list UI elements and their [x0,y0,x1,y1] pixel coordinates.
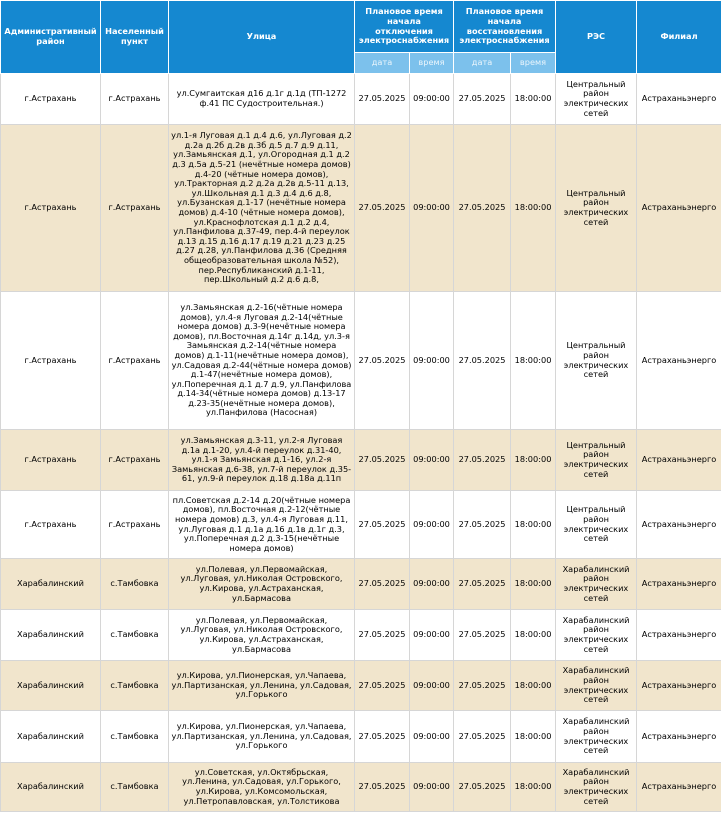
cell-street: ул.Сумгаитская д16 д.1г д.1д (ТП-1272 ф.41 ПС Судостроительная.) [169,74,355,125]
cell-res: Харабалинский район электрических сетей [556,763,637,812]
table-row [1,491,721,559]
cell-on-time: 18:00:00 [511,763,556,812]
cell-res: Харабалинский район электрических сетей [556,610,637,661]
header-branch: Филиал [637,1,721,74]
cell-branch: Астраханьэнерго [637,711,721,763]
cell-off-time: 09:00:00 [410,292,454,430]
header-district: Административный район [1,1,101,74]
table-row [1,610,721,661]
cell-on-date: 27.05.2025 [454,74,511,125]
cell-branch: Астраханьэнерго [637,661,721,711]
cell-off-date: 27.05.2025 [355,292,410,430]
cell-off-date: 27.05.2025 [355,430,410,491]
cell-off-date: 27.05.2025 [355,491,410,559]
cell-on-time: 18:00:00 [511,430,556,491]
cell-on-date: 27.05.2025 [454,763,511,812]
cell-branch: Астраханьэнерго [637,559,721,610]
cell-off-date: 27.05.2025 [355,559,410,610]
cell-district: г.Астрахань [1,125,101,292]
cell-on-time: 18:00:00 [511,74,556,125]
table-header [1,1,721,74]
cell-locality: г.Астрахань [101,292,169,430]
cell-locality: с.Тамбовка [101,610,169,661]
cell-off-date: 27.05.2025 [355,711,410,763]
cell-off-date: 27.05.2025 [355,125,410,292]
cell-on-date: 27.05.2025 [454,661,511,711]
cell-on-date: 27.05.2025 [454,292,511,430]
cell-district: Харабалинский [1,559,101,610]
cell-res: Харабалинский район электрических сетей [556,661,637,711]
cell-on-time: 18:00:00 [511,661,556,711]
table-row [1,711,721,763]
cell-district: Харабалинский [1,610,101,661]
table-row [1,292,721,430]
cell-street: ул.Советская, ул.Октябрьская, ул.Ленина, ул.Садовая, ул.Горького, ул.Кирова, ул.Комсомольская, ул.Петропавловская, ул.Толстикова [169,763,355,812]
header-res: РЭС [556,1,637,74]
cell-off-time: 09:00:00 [410,491,454,559]
header-locality: Населенный пункт [101,1,169,74]
cell-res: Харабалинский район электрических сетей [556,559,637,610]
header-off-clock: время [410,53,454,74]
cell-district: Харабалинский [1,711,101,763]
cell-off-time: 09:00:00 [410,559,454,610]
cell-res: Центральный район электрических сетей [556,125,637,292]
header-on-clock: время [511,53,556,74]
header-off-time: Плановое время начала отключения электроснабжения [355,1,454,53]
cell-locality: г.Астрахань [101,430,169,491]
table-row [1,559,721,610]
cell-branch: Астраханьэнерго [637,74,721,125]
table-row [1,74,721,125]
cell-street: пл.Советская д.2-14 д.20(чётные номера домов), пл.Восточная д.2-12(чётные номера домов) д.3, ул.4-я Луговая д.11, ул.Луговая д.1 д.1а д.16 д.1в д.1г д.3, ул.Поперечная д.2 д.3-15(нечётные номера домов) [169,491,355,559]
cell-street: ул.Полевая, ул.Первомайская, ул.Луговая, ул.Николая Островского, ул.Кирова, ул.Астраханская, ул.Бармасова [169,610,355,661]
cell-street: ул.Кирова, ул.Пионерская, ул.Чапаева, ул.Партизанская, ул.Ленина, ул.Садовая, ул.Горького [169,711,355,763]
cell-district: Харабалинский [1,661,101,711]
cell-branch: Астраханьэнерго [637,292,721,430]
cell-off-time: 09:00:00 [410,661,454,711]
table-row [1,763,721,812]
cell-on-date: 27.05.2025 [454,610,511,661]
cell-off-date: 27.05.2025 [355,763,410,812]
cell-locality: с.Тамбовка [101,559,169,610]
table-row [1,661,721,711]
cell-off-date: 27.05.2025 [355,661,410,711]
cell-res: Харабалинский район электрических сетей [556,711,637,763]
header-row [1,1,721,53]
cell-street: ул.Полевая, ул.Первомайская, ул.Луговая, ул.Николая Островского, ул.Кирова, ул.Астраханская, ул.Бармасова [169,559,355,610]
cell-locality: г.Астрахань [101,74,169,125]
cell-off-time: 09:00:00 [410,125,454,292]
cell-off-date: 27.05.2025 [355,74,410,125]
cell-street: ул.Замьянская д.2-16(чётные номера домов), ул.4-я Луговая д.2-14(чётные номера домов) д.3-9(нечётные номера домов), пл.Восточная д.14г д.14д, ул.3-я Замьянская д.2-14(чётные номера домов) д.1-11(нечётные номера домов), ул.Садовая д.2-44(чётные номера домов) д.1-47(нечётные номера домов), ул.Поперечная д.1 д.7 д.9, ул.Панфилова д.14-34(чётные номера домов) д.13-17 д.23-35(нечётные номера домов), ул.Панфилова (Насосная) [169,292,355,430]
cell-on-date: 27.05.2025 [454,711,511,763]
cell-branch: Астраханьэнерго [637,125,721,292]
cell-res: Центральный район электрических сетей [556,430,637,491]
cell-on-date: 27.05.2025 [454,125,511,292]
cell-on-time: 18:00:00 [511,559,556,610]
cell-res: Центральный район электрических сетей [556,491,637,559]
cell-on-date: 27.05.2025 [454,430,511,491]
header-on-time: Плановое время начала восстановления электроснабжения [454,1,556,53]
cell-on-time: 18:00:00 [511,711,556,763]
cell-street: ул.1-я Луговая д.1 д.4 д.6, ул.Луговая д.2 д.2а д.2б д.2в д.3б д.5 д.7 д.9 д.11, ул.Замьянская д.1, ул.Огородная д.1 д.2 д.3 д.5а д.5-21 (нечётные номера домов) д.4-20 (чётные номера домов), ул.Тракторная д.2 д.2а д.2в д.5-11 д.13, ул.Школьная д.1 д.3 д.4 д.6 д.8, ул.Бузанская д.1-17 (нечётные номера домов) д.4-10 (чётные номера домов), ул.Краснофлотская д.1 д.2 д.4, ул.Панфилова д.37-49, пер.4-й переулок д.13 д.15 д.16 д.17 д.19 д.21 д.23 д.25 д.27 д.28, ул.Панфилова д.36 (Средняя общеобразовательная школа №52), пер.Республиканский д.1-11, пер.Школьный д.2 д.6 д.8, [169,125,355,292]
cell-off-time: 09:00:00 [410,711,454,763]
cell-on-time: 18:00:00 [511,610,556,661]
cell-off-date: 27.05.2025 [355,610,410,661]
cell-off-time: 09:00:00 [410,610,454,661]
cell-branch: Астраханьэнерго [637,430,721,491]
cell-district: г.Астрахань [1,292,101,430]
cell-locality: г.Астрахань [101,491,169,559]
cell-res: Центральный район электрических сетей [556,292,637,430]
cell-locality: с.Тамбовка [101,661,169,711]
cell-res: Центральный район электрических сетей [556,74,637,125]
header-street: Улица [169,1,355,74]
cell-locality: с.Тамбовка [101,763,169,812]
cell-on-time: 18:00:00 [511,491,556,559]
cell-branch: Астраханьэнерго [637,610,721,661]
cell-on-date: 27.05.2025 [454,559,511,610]
header-on-date: дата [454,53,511,74]
cell-off-time: 09:00:00 [410,74,454,125]
table-row [1,430,721,491]
header-off-date: дата [355,53,410,74]
cell-street: ул.Замьянская д.3-11, ул.2-я Луговая д.1а д.1-20, ул.4-й переулок д.31-40, ул.1-я Замьянская д.1-16, ул.2-я Замьянская д.6-38, ул.7-й переулок д.35-61, ул.9-й переулок д.18 д.18а д.11п [169,430,355,491]
cell-on-time: 18:00:00 [511,125,556,292]
cell-district: Харабалинский [1,763,101,812]
table-row [1,125,721,292]
cell-branch: Астраханьэнерго [637,491,721,559]
cell-district: г.Астрахань [1,430,101,491]
cell-on-time: 18:00:00 [511,292,556,430]
cell-district: г.Астрахань [1,491,101,559]
cell-locality: г.Астрахань [101,125,169,292]
cell-off-time: 09:00:00 [410,763,454,812]
cell-street: ул.Кирова, ул.Пионерская, ул.Чапаева, ул.Партизанская, ул.Ленина, ул.Садовая, ул.Горького [169,661,355,711]
cell-district: г.Астрахань [1,74,101,125]
cell-branch: Астраханьэнерго [637,763,721,812]
cell-on-date: 27.05.2025 [454,491,511,559]
cell-locality: с.Тамбовка [101,711,169,763]
table-body [1,74,721,812]
cell-off-time: 09:00:00 [410,430,454,491]
